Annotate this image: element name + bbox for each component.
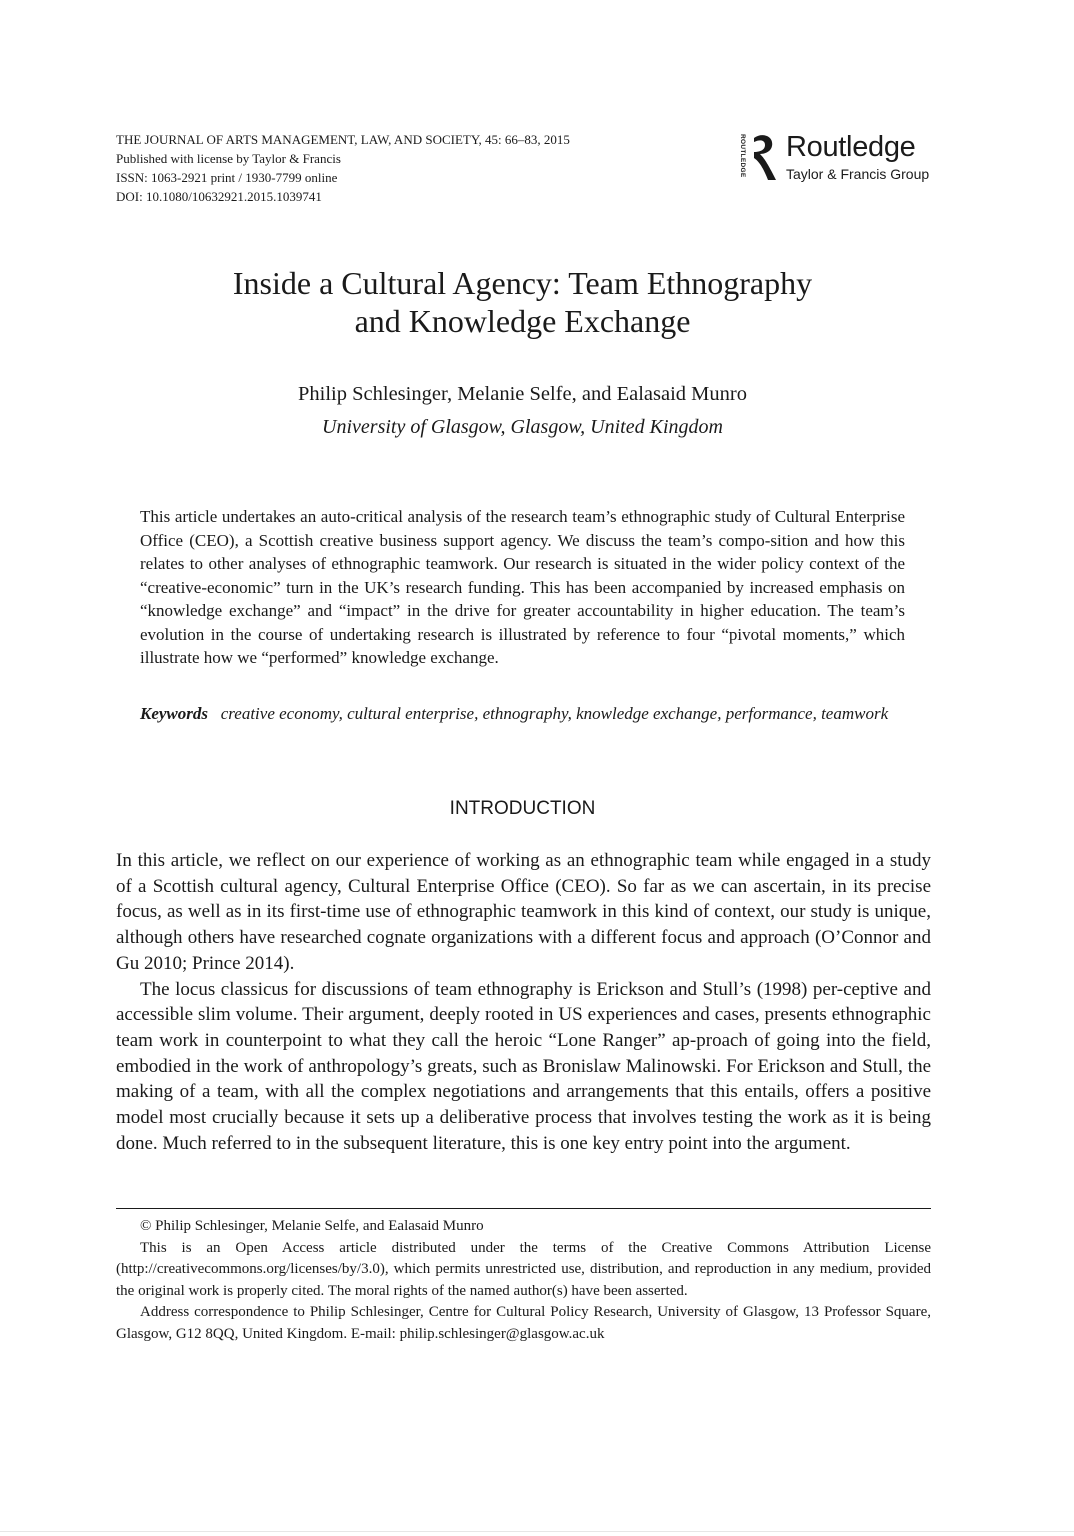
title-line-2: and Knowledge Exchange — [354, 303, 691, 339]
authors: Philip Schlesinger, Melanie Selfe, and Ealasaid Munro — [298, 383, 747, 405]
journal-header — [116, 130, 570, 206]
publisher-license: Published with license by Taylor & Francis — [116, 151, 341, 166]
footnotes — [116, 1216, 931, 1345]
copyright-note: © Philip Schlesinger, Melanie Selfe, and Ealasaid Munro — [140, 1218, 484, 1234]
page-bottom-edge — [0, 1531, 1074, 1532]
correspondence-note: Address correspondence to Philip Schlesinger, Centre for Cultural Policy Research, University of Glasgow, 13 Professor Square, Glasgow, G12 8QQ, United Kingdom. E-mail: philip.schlesinger@glasgow.ac.uk — [116, 1304, 931, 1342]
doi: DOI: 10.1080/10632921.2015.1039741 — [116, 189, 322, 204]
affiliation: University of Glasgow, Glasgow, United Kingdom — [322, 416, 723, 438]
logo-vertical-text: ROUTLEDGE — [739, 134, 746, 178]
keywords-label: Keywords — [140, 704, 208, 723]
body-paragraph: The locus classicus for discussions of team ethnography is Erickson and Stull’s (1998) per-ceptive and accessible slim volume. Their argument, deeply rooted in US experiences and cases, presents ethnographic team work in counterpoint to what they call the heroic “Lone Ranger” ap-proach of going into the field, embodied in the work of anthropology’s greats, such as Bronislaw Malinowski. For Erickson and Stull, the making of a team, with all the complex negotiations and arrangements that this entails, offers a positive model most crucially because it sets up a deliberative process that involves testing the work as it is being done. Much referred to in the subsequent literature, this is one key entry point into the argument. — [116, 978, 931, 1154]
routledge-mark-icon — [750, 132, 778, 184]
publisher-logo — [738, 130, 938, 188]
logo-name: Routledge — [786, 131, 916, 163]
body-paragraph: In this article, we reflect on our experience of working as an ethnographic team while engaged in a study of a Scottish cultural agency, Cultural Enterprise Office (CEO). So far as we can ascertain, in its precise focus, as well as in its first-time use of ethnographic teamwork in this kind of context, our study is unique, although others have researched cognate organizations with a different focus and approach (O’Connor and Gu 2010; Prince 2014). — [116, 850, 931, 974]
keywords-list: creative economy, cultural enterprise, ethnography, knowledge exchange, performance, teamwork — [220, 704, 889, 723]
section-heading-introduction: INTRODUCTION — [449, 798, 596, 819]
keywords — [140, 702, 905, 726]
issn: ISSN: 1063-2921 print / 1930-7799 online — [116, 170, 338, 185]
logo-group: Taylor & Francis Group — [786, 166, 930, 182]
article-title — [116, 264, 929, 340]
license-note: This is an Open Access article distributed under the terms of the Creative Commons Attribution License (http://creativecommons.org/licenses/by/3.0), which permits unrestricted use, distribution, and reproduction in any medium, provided the original work is properly cited. The moral rights of the named author(s) have been asserted. — [116, 1239, 931, 1299]
abstract: This article undertakes an auto-critical analysis of the research team’s ethnographic study of Cultural Enterprise Office (CEO), a Scottish creative business support agency. We discuss the team’s compo-sition and how this relates to other analyses of ethnographic teamwork. Our research is situated in the wider policy context of the “creative-economic” turn in the UK’s research funding. This has been accompanied by increased emphasis on “knowledge exchange” and “impact” in the drive for greater accountability in higher education. The team’s evolution in the course of undertaking research is illustrated by reference to four “pivotal moments,” which illustrate how we “performed” knowledge exchange. — [140, 507, 905, 667]
footnote-divider — [116, 1208, 931, 1209]
introduction-body — [116, 848, 931, 1156]
title-line-1: Inside a Cultural Agency: Team Ethnography — [232, 265, 813, 301]
journal-citation: THE JOURNAL OF ARTS MANAGEMENT, LAW, AND SOCIETY, 45: 66–83, 2015 — [116, 132, 570, 147]
